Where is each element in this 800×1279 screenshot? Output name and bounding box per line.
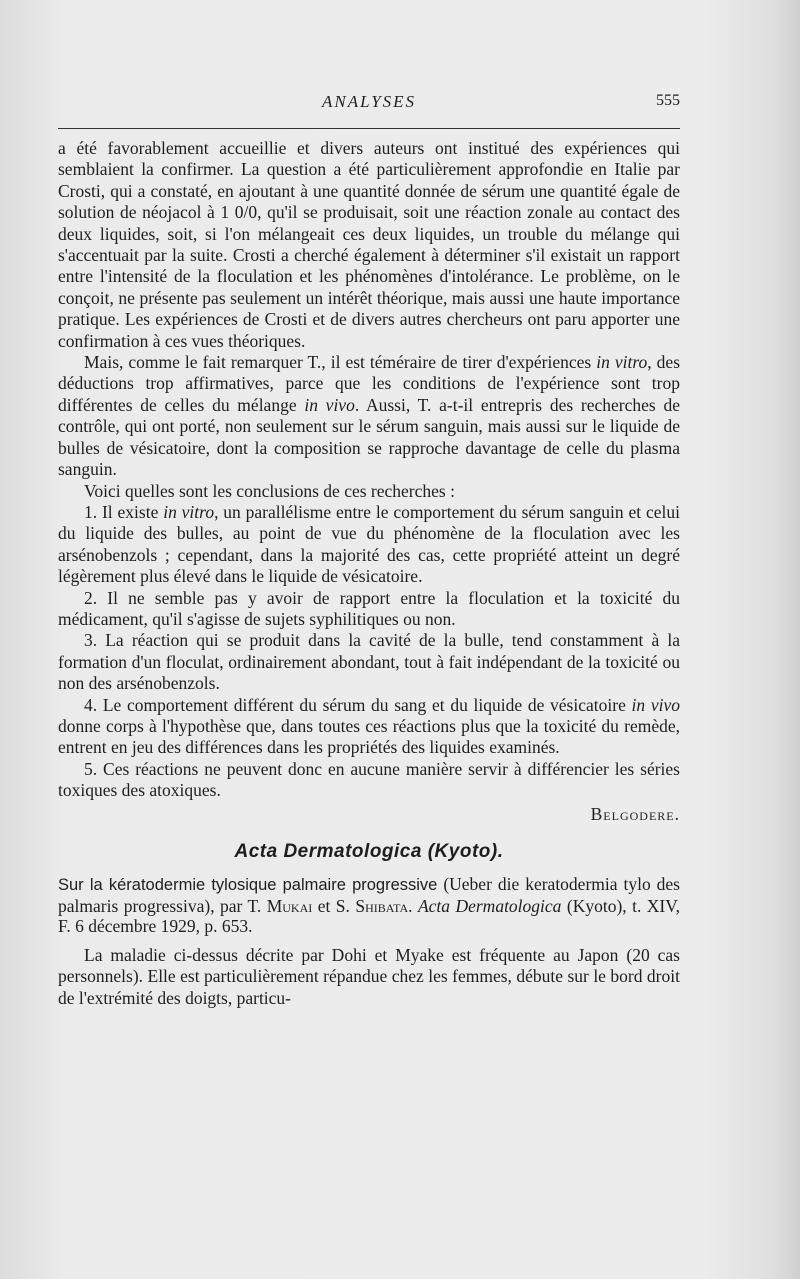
italic-term: in vitro (163, 501, 215, 522)
italic-term: in vivo (631, 694, 680, 715)
conclusion-3: 3. La réaction qui se produit dans la cavité de la bulle, tend constamment à la formation d'un floculat, ordinairement abondant, tout à fait indépendant de la toxicité ou non des arsénobenzols. (58, 630, 680, 694)
running-title: ANALYSES (321, 92, 417, 111)
paragraph-article-body: La maladie ci-dessus décrite par Dohi et Myake est fréquente au Japon (20 cas personnels). Elle est particulièrement répandue chez les femmes, débute sur le bord droit de l'extrémité des doigts, particu- (58, 944, 680, 1008)
text-run: , un parallélisme entre le comportement du sérum sanguin et celui du liquide des bulles, au point de vue du phénomène de la floculation avec les arsénobenzols ; cependant, dans la majorité des cas, cette propriété atteint un degré légèrement plus élevé dans le liquide de vésicatoire. (58, 501, 681, 587)
text-run: donne corps à l'hypothèse que, dans toutes ces réactions plus que la toxicité du remède, entrent en jeu des différences dans les propriétés des liquides examinés. (58, 715, 680, 758)
page-header (58, 92, 680, 116)
conclusion-2: 2. Il ne semble pas y avoir de rapport entre la floculation et la toxicité du médicament, qu'il s'agisse de sujets syphilitiques ou non. (58, 587, 680, 629)
text-run: , des déductions trop affirmatives, parce que les conditions de l'expérience sont trop différentes de celles du mélange (58, 352, 681, 415)
text-run: 4. Le comportement différent du sérum du sang et du liquide de vésicatoire (84, 694, 632, 715)
conclusion-1 (58, 502, 680, 588)
journal-name: Acta Dermatologica (417, 895, 562, 916)
text-run: 1. Il existe (84, 501, 164, 522)
header-rule (58, 128, 680, 129)
journal-section-title: Acta Dermatologica (Kyoto). (234, 841, 504, 862)
italic-term: in vivo (304, 394, 355, 415)
paragraph-conclusions-intro: Voici quelles sont les conclusions de ces recherches : (84, 480, 455, 501)
author-name: Mukai (266, 895, 313, 916)
text-run: Mais, comme le fait remarquer T., il est téméraire de tirer d'expériences (84, 352, 597, 373)
original-title: (Ueber die keratodermia tylo des palmaris progressiva), par T. (58, 874, 680, 916)
page-number: 555 (656, 92, 680, 109)
italic-term: in vitro (596, 352, 648, 373)
paragraph-continuation: a été favorablement accueillie et divers auteurs ont institué des expériences qui semblaient la confirmer. La question a été particulièrement approfondie en Italie par Crosti, qui a constaté, en ajoutant à une quantité donnée de sérum une quantité égale de solution de néojacol à 1 0/0, qu'il se produisait, soit une réaction zonale au contact des deux liquides, soit, si l'on mélangeait ces deux liquides, un trouble du mélange qui s'accentuait par la suite. Crosti a cherché également à déterminer s'il existait un rapport entre l'intensité de la floculation et les phénomènes d'intolérance. Le problème, on le conçoit, ne présente pas seulement un intérêt théorique, mais aussi une haute importance pratique. Les expériences de Crosti et de divers autres chercheurs ont paru apporter une confirmation à ces vues théoriques. (58, 138, 680, 351)
author-name: Shibata (355, 895, 409, 916)
text-run: . Aussi, T. a-t-il entrepris des recherches de contrôle, qui ont porté, non seulement sur le sérum sanguin, mais aussi sur le liquide de bulles de vésicatoire, dont la composition se rapproche davantage de celle du plasma sanguin. (58, 394, 680, 480)
text-run: . (408, 895, 418, 916)
conclusion-4 (58, 695, 680, 759)
article-heading (58, 874, 680, 937)
page-body (58, 138, 680, 1009)
conclusion-5: 5. Ces réactions ne peuvent donc en aucune manière servir à différencier les séries toxiques des atoxiques. (58, 758, 680, 801)
author-signature: Belgodere. (590, 803, 680, 824)
citation-reference: (Kyoto), t. XIV, F. 6 décembre 1929, p. 653. (58, 895, 681, 937)
paragraph-recherches (58, 352, 680, 480)
text-run: et S. (312, 895, 356, 916)
article-title: Sur la kératodermie tylosique palmaire progressive (58, 876, 438, 895)
